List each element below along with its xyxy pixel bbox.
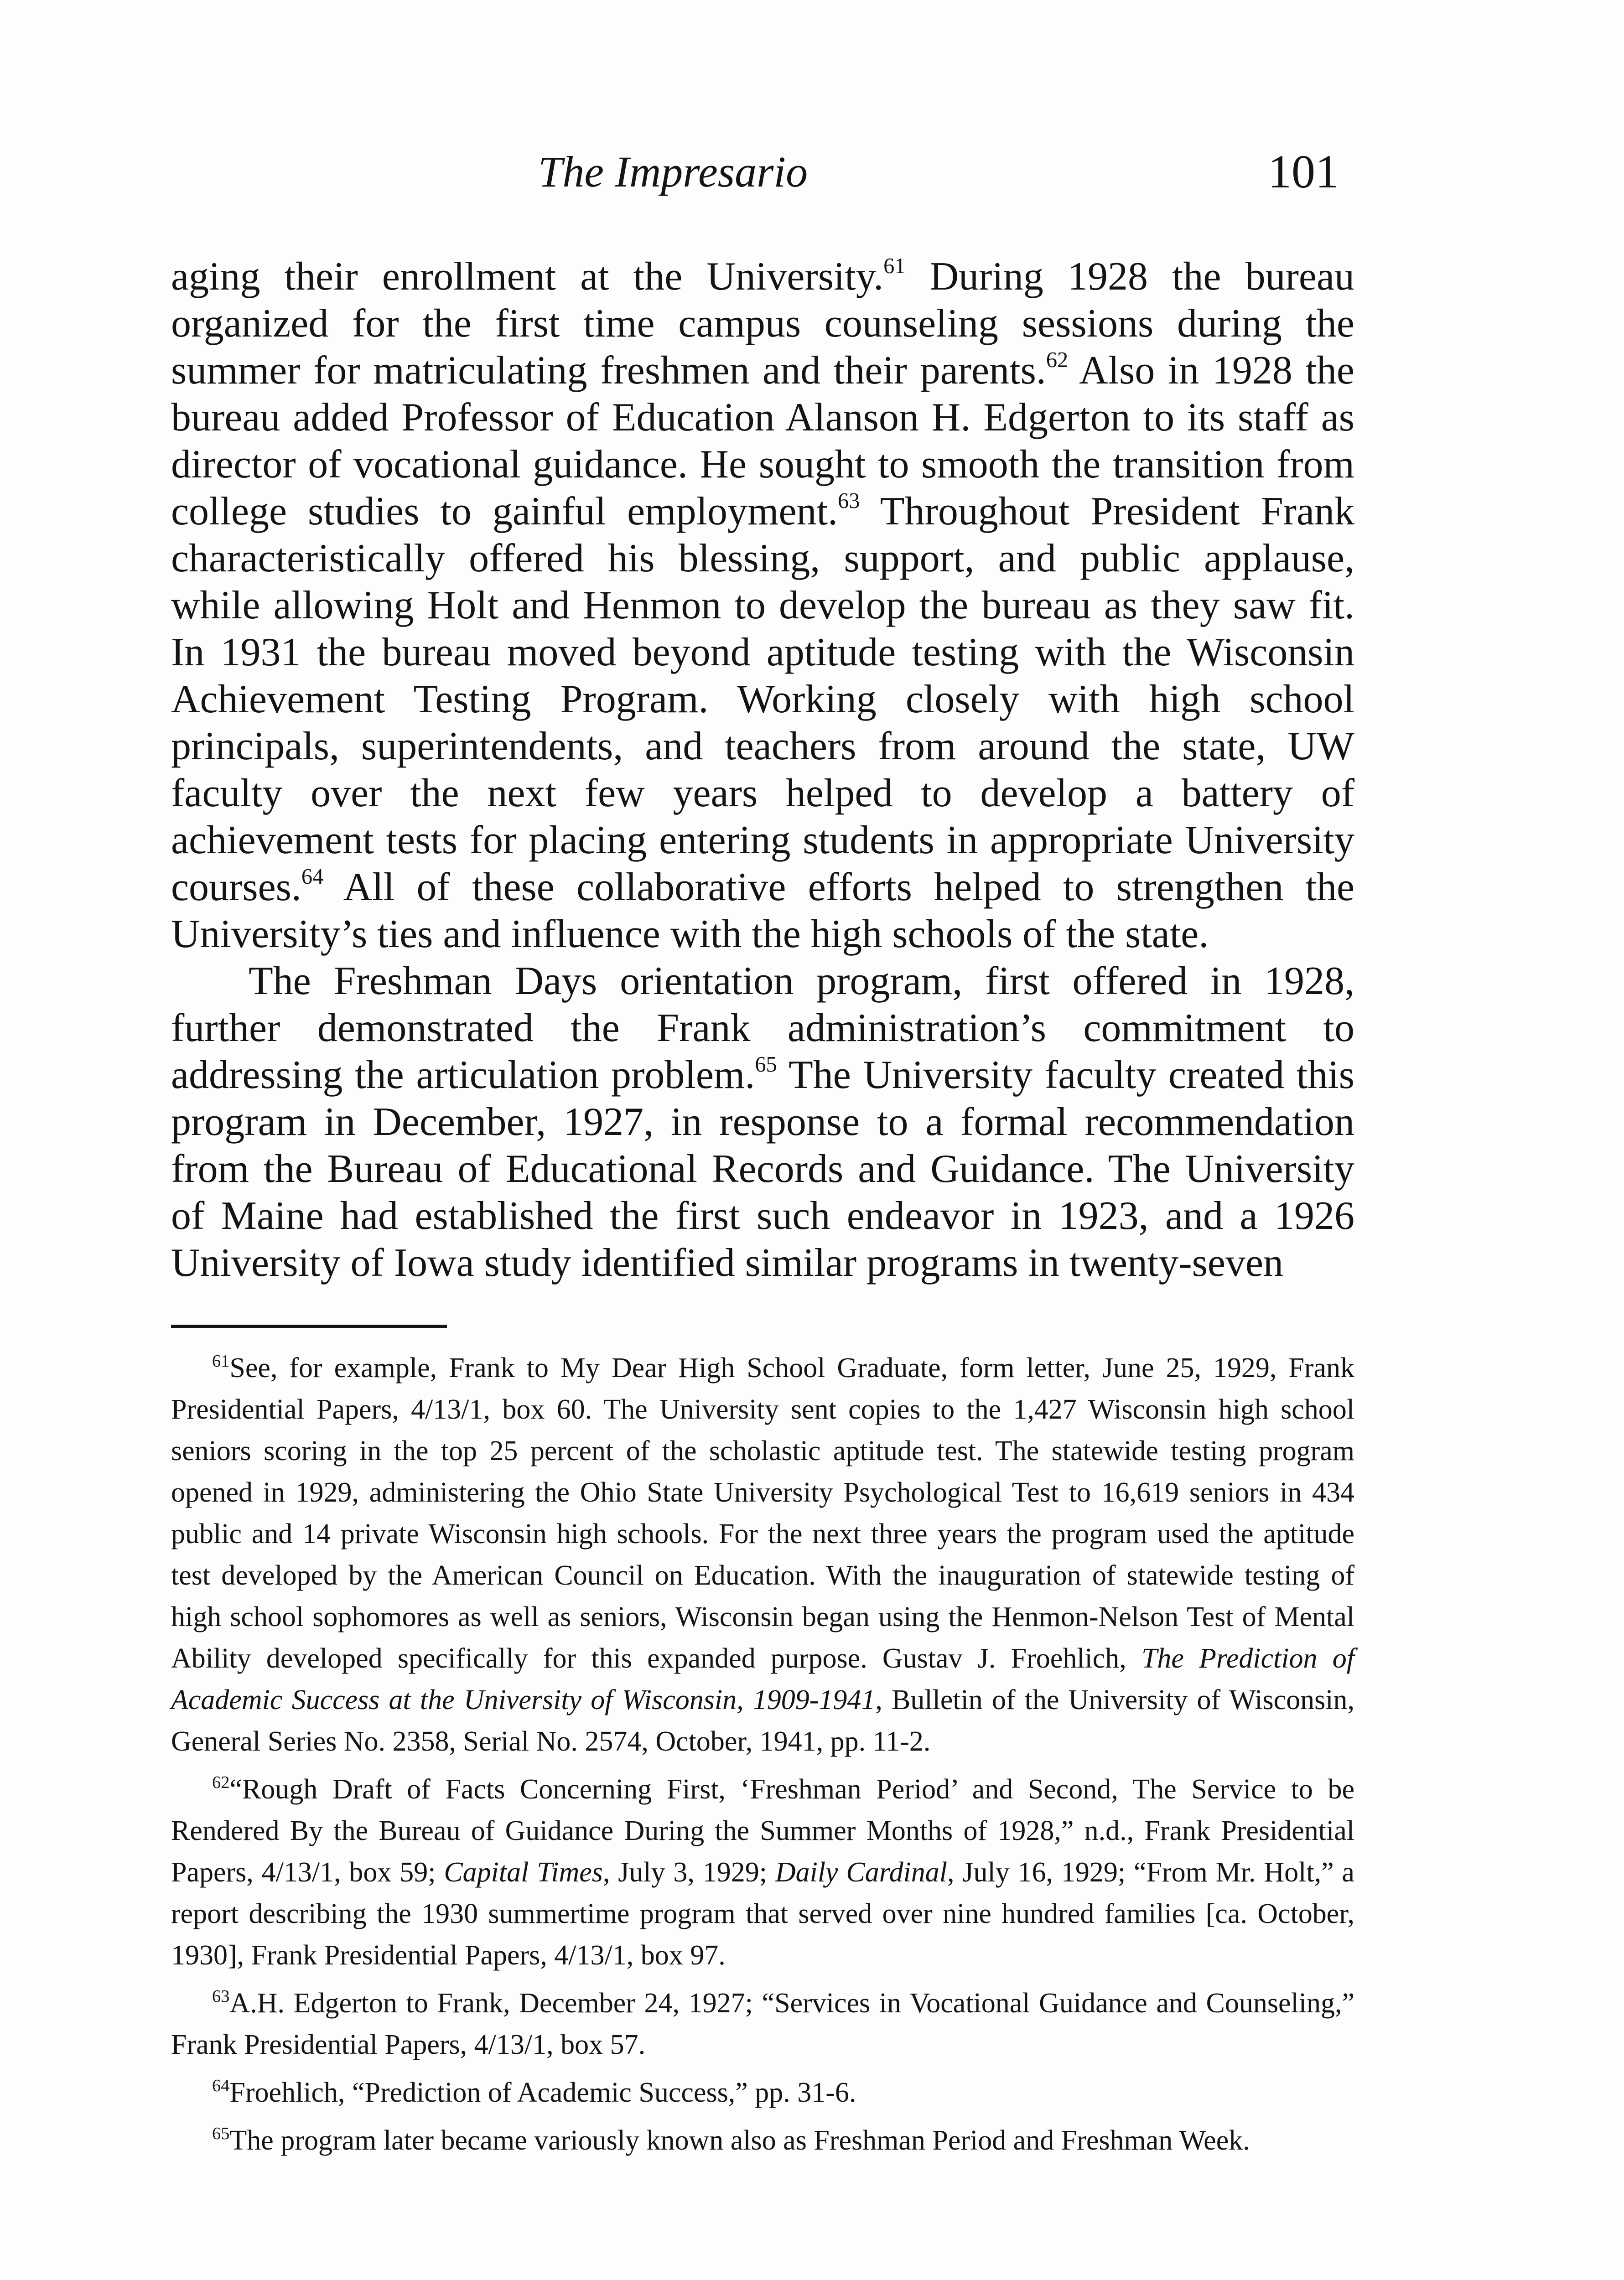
footnote-64-mark: 64 [212,2076,230,2095]
footnote-63-mark: 63 [212,1986,230,2006]
paragraph-1-text-d: Throughout President Frank characteristically offered his blessing, support, and public applause, while allowing Holt and Henmon to develop the bureau as they saw fit. In 1931 the bureau moved beyond aptitude testing with the Wisconsin Achievement Testing Program. Working closely with high school principals, superintendents, and teachers from around the state, UW faculty over the next few years helped to develop a battery of achievement tests for placing entering students in appropriate University courses. [171,489,1355,909]
paragraph-1-text-a: aging their enrollment at the University. [171,254,884,299]
paragraph-1 [171,253,1354,958]
footnote-64 [171,2072,1354,2114]
footnote-64-text: Froehlich, “Prediction of Academic Success,” pp. 31-6. [229,2077,856,2108]
footnote-63-text: A.H. Edgerton to Frank, December 24, 1927; “Services in Vocational Guidance and Counseling,” Frank Presidential Papers, 4/13/1, box 57. [171,1988,1354,2060]
footnote-ref-62: 62 [1046,347,1069,372]
footnote-65 [171,2120,1354,2161]
footnote-ref-63: 63 [838,488,860,513]
footnote-ref-64: 64 [301,864,324,889]
footnote-65-text: The program later became variously known also as Freshman Period and Freshman Week. [229,2125,1250,2156]
page-number: 101 [1268,145,1339,198]
main-text [171,253,1354,1286]
footnote-ref-61: 61 [883,254,906,278]
running-title: The Impresario [538,147,808,196]
footnote-61-mark: 61 [212,1351,230,1371]
footnote-62-text-c: , July 16, 1929; “From Mr. Holt,” a report describing the 1930 summertime program that served over nine hundred families [ca. October, 1930], Frank Presidential Papers, 4/13/1, box 97. [171,1857,1354,1971]
paragraph-2 [171,958,1354,1286]
footnote-61-text-b: , Bulletin of the University of Wisconsin, General Series No. 2358, Serial No. 2574, October, 1941, pp. 11-2. [171,1684,1354,1757]
paragraph-1-text-b: During 1928 the bureau organized for the first time campus counseling sessions during the summer for matriculating freshmen and their parents. [171,254,1355,393]
paragraph-1-text-e: All of these collaborative efforts helped to strengthen the University’s ties and influence with the high schools of the state. [171,865,1354,956]
footnotes [171,1347,1354,2168]
footnote-63 [171,1983,1354,2066]
paragraph-2-text-a: The Freshman Days orientation program, first offered in 1928, further demonstrated the Frank administration’s commitment to addressing the articulation problem. [171,959,1354,1097]
footnote-separator-rule [171,1325,447,1328]
footnote-61 [171,1347,1354,1762]
footnote-62-text-a: “Rough Draft of Facts Concerning First, ‘Freshman Period’ and Second, The Service to be Rendered By the Bureau of Guidance During the Summer Months of 1928,” n.d., Frank Presidential Papers, 4/13/1, box 59; [171,1774,1354,1888]
footnote-61-text-a: See, for example, Frank to My Dear High School Graduate, form letter, June 25, 1929, Frank Presidential Papers, 4/13/1, box 60. The University sent copies to the 1,427 Wisconsin high school seniors scoring in the top 25 percent of the scholastic aptitude test. The statewide testing program opened in 1929, administering the Ohio State University Psychological Test to 16,619 seniors in 434 public and 14 private Wisconsin high schools. For the next three years the program used the aptitude test developed by the American Council on Education. With the inauguration of statewide testing of high school sophomores as well as seniors, Wisconsin began using the Henmon-Nelson Test of Mental Ability developed specifically for this expanded purpose. Gustav J. Froehlich, [171,1352,1354,1674]
footnote-61-title: The Prediction of Academic Success at the University of Wisconsin, 1909-1941 [171,1643,1354,1715]
paragraph-2-text-b: The University faculty created this program in December, 1927, in response to a formal recommendation from the Bureau of Educational Records and Guidance. The University of Maine had established the first such endeavor in 1923, and a 1926 University of Iowa study identified similar programs in twenty-seven [171,1053,1355,1285]
footnote-62-mark: 62 [212,1772,230,1792]
footnote-62 [171,1769,1354,1976]
footnote-62-text-b: , July 3, 1929; [602,1857,775,1888]
footnote-62-title-2: Daily Cardinal [775,1857,948,1888]
footnote-65-mark: 65 [212,2124,230,2143]
paragraph-1-text-c: Also in 1928 the bureau added Professor of Education Alanson H. Edgerton to its staff as director of vocational guidance. He sought to smooth the transition from college studies to gainful employment. [171,348,1354,534]
footnote-62-title-1: Capital Times [444,1857,603,1888]
footnote-ref-65: 65 [755,1052,777,1077]
